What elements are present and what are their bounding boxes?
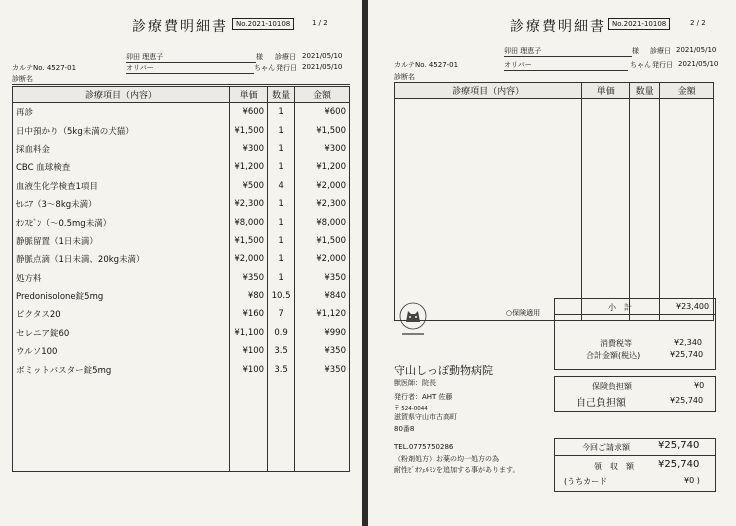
table-row — [13, 103, 350, 122]
billing-value: ¥25,740 — [658, 440, 700, 451]
table-row-blank — [395, 136, 714, 154]
cell-blank — [630, 228, 660, 246]
cell-item: 静脈留置（1日未満） — [13, 232, 230, 250]
cell-item: Predonisolone錠5mg — [13, 287, 230, 305]
invoice-page-2 — [368, 0, 736, 526]
header-qty: 数量 — [630, 83, 660, 99]
cell-amount: ¥840 — [295, 287, 350, 305]
cell-price: ¥1,500 — [230, 232, 268, 250]
table-row — [13, 305, 350, 323]
visit-date: 2021/05/10 — [302, 52, 343, 60]
cell-blank — [582, 191, 630, 209]
cell-price — [230, 434, 268, 452]
table-row — [13, 250, 350, 268]
cell-qty — [268, 379, 295, 397]
cell-amount: ¥350 — [295, 342, 350, 360]
cell-qty: 4 — [268, 177, 295, 195]
cell-qty: 1 — [268, 121, 295, 139]
diagnosis-label: 診断名 — [12, 74, 350, 85]
cell-blank — [630, 99, 660, 118]
cell-blank — [582, 228, 630, 246]
cell-blank — [660, 265, 714, 283]
billing-table-empty — [394, 82, 714, 321]
table-row-blank — [395, 154, 714, 172]
cell-amount: ¥1,500 — [295, 232, 350, 250]
hospital-name: 守山しっぽ動物病院 — [394, 364, 493, 377]
received-label: 領 収 額 — [594, 462, 634, 471]
subtotal-divider — [554, 314, 716, 315]
cell-price: ¥8,000 — [230, 213, 268, 231]
cell-blank — [582, 154, 630, 172]
table-row-blank — [395, 117, 714, 135]
owner-name: 卯田 理恵子 — [126, 52, 256, 63]
cell-blank — [660, 209, 714, 227]
cell-qty: 10.5 — [268, 287, 295, 305]
issue-date-label: 発行日 — [276, 64, 297, 72]
table-row — [13, 121, 350, 139]
honorific: 様 — [632, 47, 639, 55]
table-header-row — [395, 83, 714, 99]
table-row-blank — [395, 209, 714, 227]
cell-qty: 1 — [268, 158, 295, 176]
cell-price: ¥100 — [230, 360, 268, 378]
table-row — [13, 195, 350, 213]
cell-qty: 1 — [268, 250, 295, 268]
hospital-tel: TEL.0775750286 — [394, 443, 454, 451]
cell-price — [230, 397, 268, 415]
cell-price: ¥80 — [230, 287, 268, 305]
cell-blank — [660, 246, 714, 264]
cell-blank — [660, 99, 714, 118]
cell-item: 処方料 — [13, 269, 230, 287]
prescription-note-1: （粉剤処方）お薬の均一処方の為 — [394, 455, 499, 463]
cell-amount: ¥2,000 — [295, 250, 350, 268]
table-header-row — [13, 87, 350, 103]
cell-price: ¥1,200 — [230, 158, 268, 176]
table-row — [13, 269, 350, 287]
cell-amount — [295, 397, 350, 415]
issue-date-label: 発行日 — [652, 61, 673, 69]
cell-item: 静脈点滴（1日未満、20kg未満） — [13, 250, 230, 268]
cell-price: ¥2,000 — [230, 250, 268, 268]
cell-amount: ¥1,500 — [295, 121, 350, 139]
pet-name: オリバー — [504, 60, 628, 71]
owner-name: 卯田 理恵子 — [504, 46, 632, 57]
cell-blank — [395, 265, 582, 283]
cell-amount: ¥990 — [295, 324, 350, 342]
cell-qty: 1 — [268, 140, 295, 158]
cell-item — [13, 379, 230, 397]
cell-qty: 3.5 — [268, 342, 295, 360]
table-row-blank — [13, 452, 350, 471]
cell-price: ¥600 — [230, 103, 268, 122]
cell-item: ｵﾝｽﾋﾞﾝ（～0.5mg未満） — [13, 213, 230, 231]
tax-value: ¥2,340 — [674, 338, 702, 347]
cell-blank — [630, 191, 660, 209]
header-item: 診療項目（内容） — [395, 83, 582, 99]
cell-item — [13, 452, 230, 471]
cell-blank — [630, 154, 660, 172]
tax-label: 消費税等 — [600, 339, 632, 348]
cell-price — [230, 452, 268, 471]
table-row-blank — [395, 173, 714, 191]
cell-qty: 1 — [268, 213, 295, 231]
cell-item — [13, 397, 230, 415]
total-label: 合計金額(税込) — [586, 351, 641, 360]
cell-item: 採血料金 — [13, 140, 230, 158]
cell-amount: ¥8,000 — [295, 213, 350, 231]
cell-blank — [395, 246, 582, 264]
cell-qty: 7 — [268, 305, 295, 323]
card-label: (うちカード — [564, 477, 608, 486]
visit-date-label: 診療日 — [275, 53, 296, 61]
cell-amount: ¥1,120 — [295, 305, 350, 323]
cell-amount: ¥2,000 — [295, 177, 350, 195]
document-number: No.2021-10108 — [608, 18, 670, 30]
visit-date-label: 診療日 — [650, 47, 671, 55]
visit-date: 2021/05/10 — [676, 46, 717, 54]
cell-blank — [660, 228, 714, 246]
cell-item: 日中預かり（5kg未満の犬猫） — [13, 121, 230, 139]
cell-item: 再診 — [13, 103, 230, 122]
document-title: 診療費明細書 — [132, 19, 228, 35]
pet-honorific: ちゃん — [630, 61, 651, 69]
header-qty: 数量 — [268, 87, 295, 103]
cell-qty — [268, 434, 295, 452]
cell-qty — [268, 452, 295, 471]
table-row-blank — [13, 434, 350, 452]
subtotal-label: 小 計 — [608, 303, 632, 312]
self-pay-value: ¥25,740 — [670, 396, 704, 405]
cell-price: ¥100 — [230, 342, 268, 360]
karte-number: カルテNo. 4527-01 — [12, 64, 77, 72]
cell-blank — [630, 209, 660, 227]
header-price: 単価 — [582, 83, 630, 99]
cell-blank — [660, 173, 714, 191]
cell-item: 血液生化学検査1項目 — [13, 177, 230, 195]
cell-blank — [660, 117, 714, 135]
cell-blank — [395, 154, 582, 172]
cell-item: ウルソ100 — [13, 342, 230, 360]
hospital-director: 獣医師：院長 — [394, 379, 436, 387]
cell-blank — [582, 246, 630, 264]
cell-blank — [582, 265, 630, 283]
cell-blank — [660, 136, 714, 154]
table-row — [13, 140, 350, 158]
cell-qty — [268, 397, 295, 415]
cell-amount: ¥2,300 — [295, 195, 350, 213]
document-title: 診療費明細書 — [510, 19, 606, 35]
table-row-blank — [395, 99, 714, 118]
cell-blank — [660, 191, 714, 209]
table-row — [13, 360, 350, 378]
issue-date: 2021/05/10 — [302, 63, 343, 71]
cell-blank — [582, 173, 630, 191]
insurance-pay-label: 保険負担額 — [592, 382, 632, 391]
cell-blank — [582, 136, 630, 154]
cell-price: ¥160 — [230, 305, 268, 323]
table-row — [13, 287, 350, 305]
insurance-applicable: ○保険適用 — [506, 309, 541, 317]
cell-item: ピクタス20 — [13, 305, 230, 323]
cell-price: ¥300 — [230, 140, 268, 158]
cell-blank — [630, 246, 660, 264]
cell-amount — [295, 452, 350, 471]
cell-blank — [395, 191, 582, 209]
pet-name: オリバー — [126, 63, 254, 74]
subtotal-value: ¥23,400 — [676, 302, 710, 311]
total-value: ¥25,740 — [670, 350, 704, 359]
table-row-blank — [395, 191, 714, 209]
cell-blank — [395, 99, 582, 118]
diagnosis-label: 診断名 — [394, 72, 714, 83]
cell-amount: ¥1,200 — [295, 158, 350, 176]
invoice-page-1 — [0, 0, 362, 526]
cell-amount: ¥600 — [295, 103, 350, 122]
hospital-address-2: 80番8 — [394, 425, 415, 433]
honorific: 様 — [256, 53, 263, 61]
cell-qty: 1 — [268, 232, 295, 250]
table-row-blank — [13, 416, 350, 434]
cell-item: セレニア錠60 — [13, 324, 230, 342]
pet-honorific: ちゃん — [254, 64, 275, 72]
hospital-postal: 〒 524-0044 — [394, 406, 428, 412]
header-amount: 金額 — [660, 83, 714, 99]
table-row — [13, 324, 350, 342]
cell-blank — [630, 136, 660, 154]
cell-price: ¥1,500 — [230, 121, 268, 139]
page-indicator: 2 / 2 — [690, 19, 706, 27]
cell-blank — [395, 136, 582, 154]
cell-blank — [395, 173, 582, 191]
header-price: 単価 — [230, 87, 268, 103]
table-row-blank — [395, 246, 714, 264]
cell-price — [230, 379, 268, 397]
cell-blank — [582, 99, 630, 118]
cell-price: ¥500 — [230, 177, 268, 195]
hospital-logo — [396, 300, 430, 338]
cell-blank — [582, 117, 630, 135]
page-indicator: 1 / 2 — [312, 19, 328, 27]
table-row — [13, 342, 350, 360]
table-row-blank — [13, 379, 350, 397]
cell-blank — [630, 173, 660, 191]
cell-amount: ¥300 — [295, 140, 350, 158]
cell-qty: 3.5 — [268, 360, 295, 378]
card-value: ¥0 ) — [684, 476, 700, 485]
table-row — [13, 158, 350, 176]
cell-blank — [630, 265, 660, 283]
issue-date: 2021/05/10 — [678, 60, 719, 68]
table-row — [13, 232, 350, 250]
received-value: ¥25,740 — [658, 459, 700, 470]
cell-price: ¥2,300 — [230, 195, 268, 213]
cell-item — [13, 416, 230, 434]
cell-price: ¥350 — [230, 269, 268, 287]
self-pay-label: 自己負担額 — [576, 398, 626, 409]
cell-item: ｾﾚﾆｱ（3～8kg未満） — [13, 195, 230, 213]
cell-price: ¥1,100 — [230, 324, 268, 342]
cell-blank — [395, 117, 582, 135]
cell-qty: 1 — [268, 103, 295, 122]
cell-price — [230, 416, 268, 434]
document-number: No.2021-10108 — [232, 18, 294, 30]
cell-amount: ¥350 — [295, 269, 350, 287]
prescription-note-2: 耐性ﾋﾞｵﾌｪﾙﾐﾝを追加する事があります。 — [394, 466, 520, 474]
table-row-blank — [395, 228, 714, 246]
table-row — [13, 177, 350, 195]
cell-blank — [395, 228, 582, 246]
cell-blank — [582, 209, 630, 227]
header-amount: 金額 — [295, 87, 350, 103]
cell-blank — [630, 117, 660, 135]
cell-blank — [660, 154, 714, 172]
billing-divider — [554, 455, 716, 456]
cell-qty: 1 — [268, 195, 295, 213]
cell-qty: 0.9 — [268, 324, 295, 342]
karte-number: カルテNo. 4527-01 — [394, 61, 459, 69]
cell-qty: 1 — [268, 269, 295, 287]
cell-amount — [295, 416, 350, 434]
table-row — [13, 213, 350, 231]
cell-item — [13, 434, 230, 452]
header-item: 診療項目（内容） — [13, 87, 230, 103]
table-row-blank — [13, 397, 350, 415]
cell-qty — [268, 416, 295, 434]
insurance-pay-value: ¥0 — [694, 381, 705, 390]
cell-amount: ¥350 — [295, 360, 350, 378]
cell-item: ボミットバスター錠5mg — [13, 360, 230, 378]
cell-amount — [295, 434, 350, 452]
cell-blank — [395, 209, 582, 227]
table-row-blank — [395, 265, 714, 283]
billing-table — [12, 86, 350, 472]
hospital-issuer: 発行者：AHT 佐藤 — [394, 393, 453, 401]
cell-item: CBC 血球検査 — [13, 158, 230, 176]
hospital-address-1: 滋賀県守山市古高町 — [394, 413, 457, 421]
cell-amount — [295, 379, 350, 397]
billing-label: 今回ご請求額 — [582, 443, 630, 452]
